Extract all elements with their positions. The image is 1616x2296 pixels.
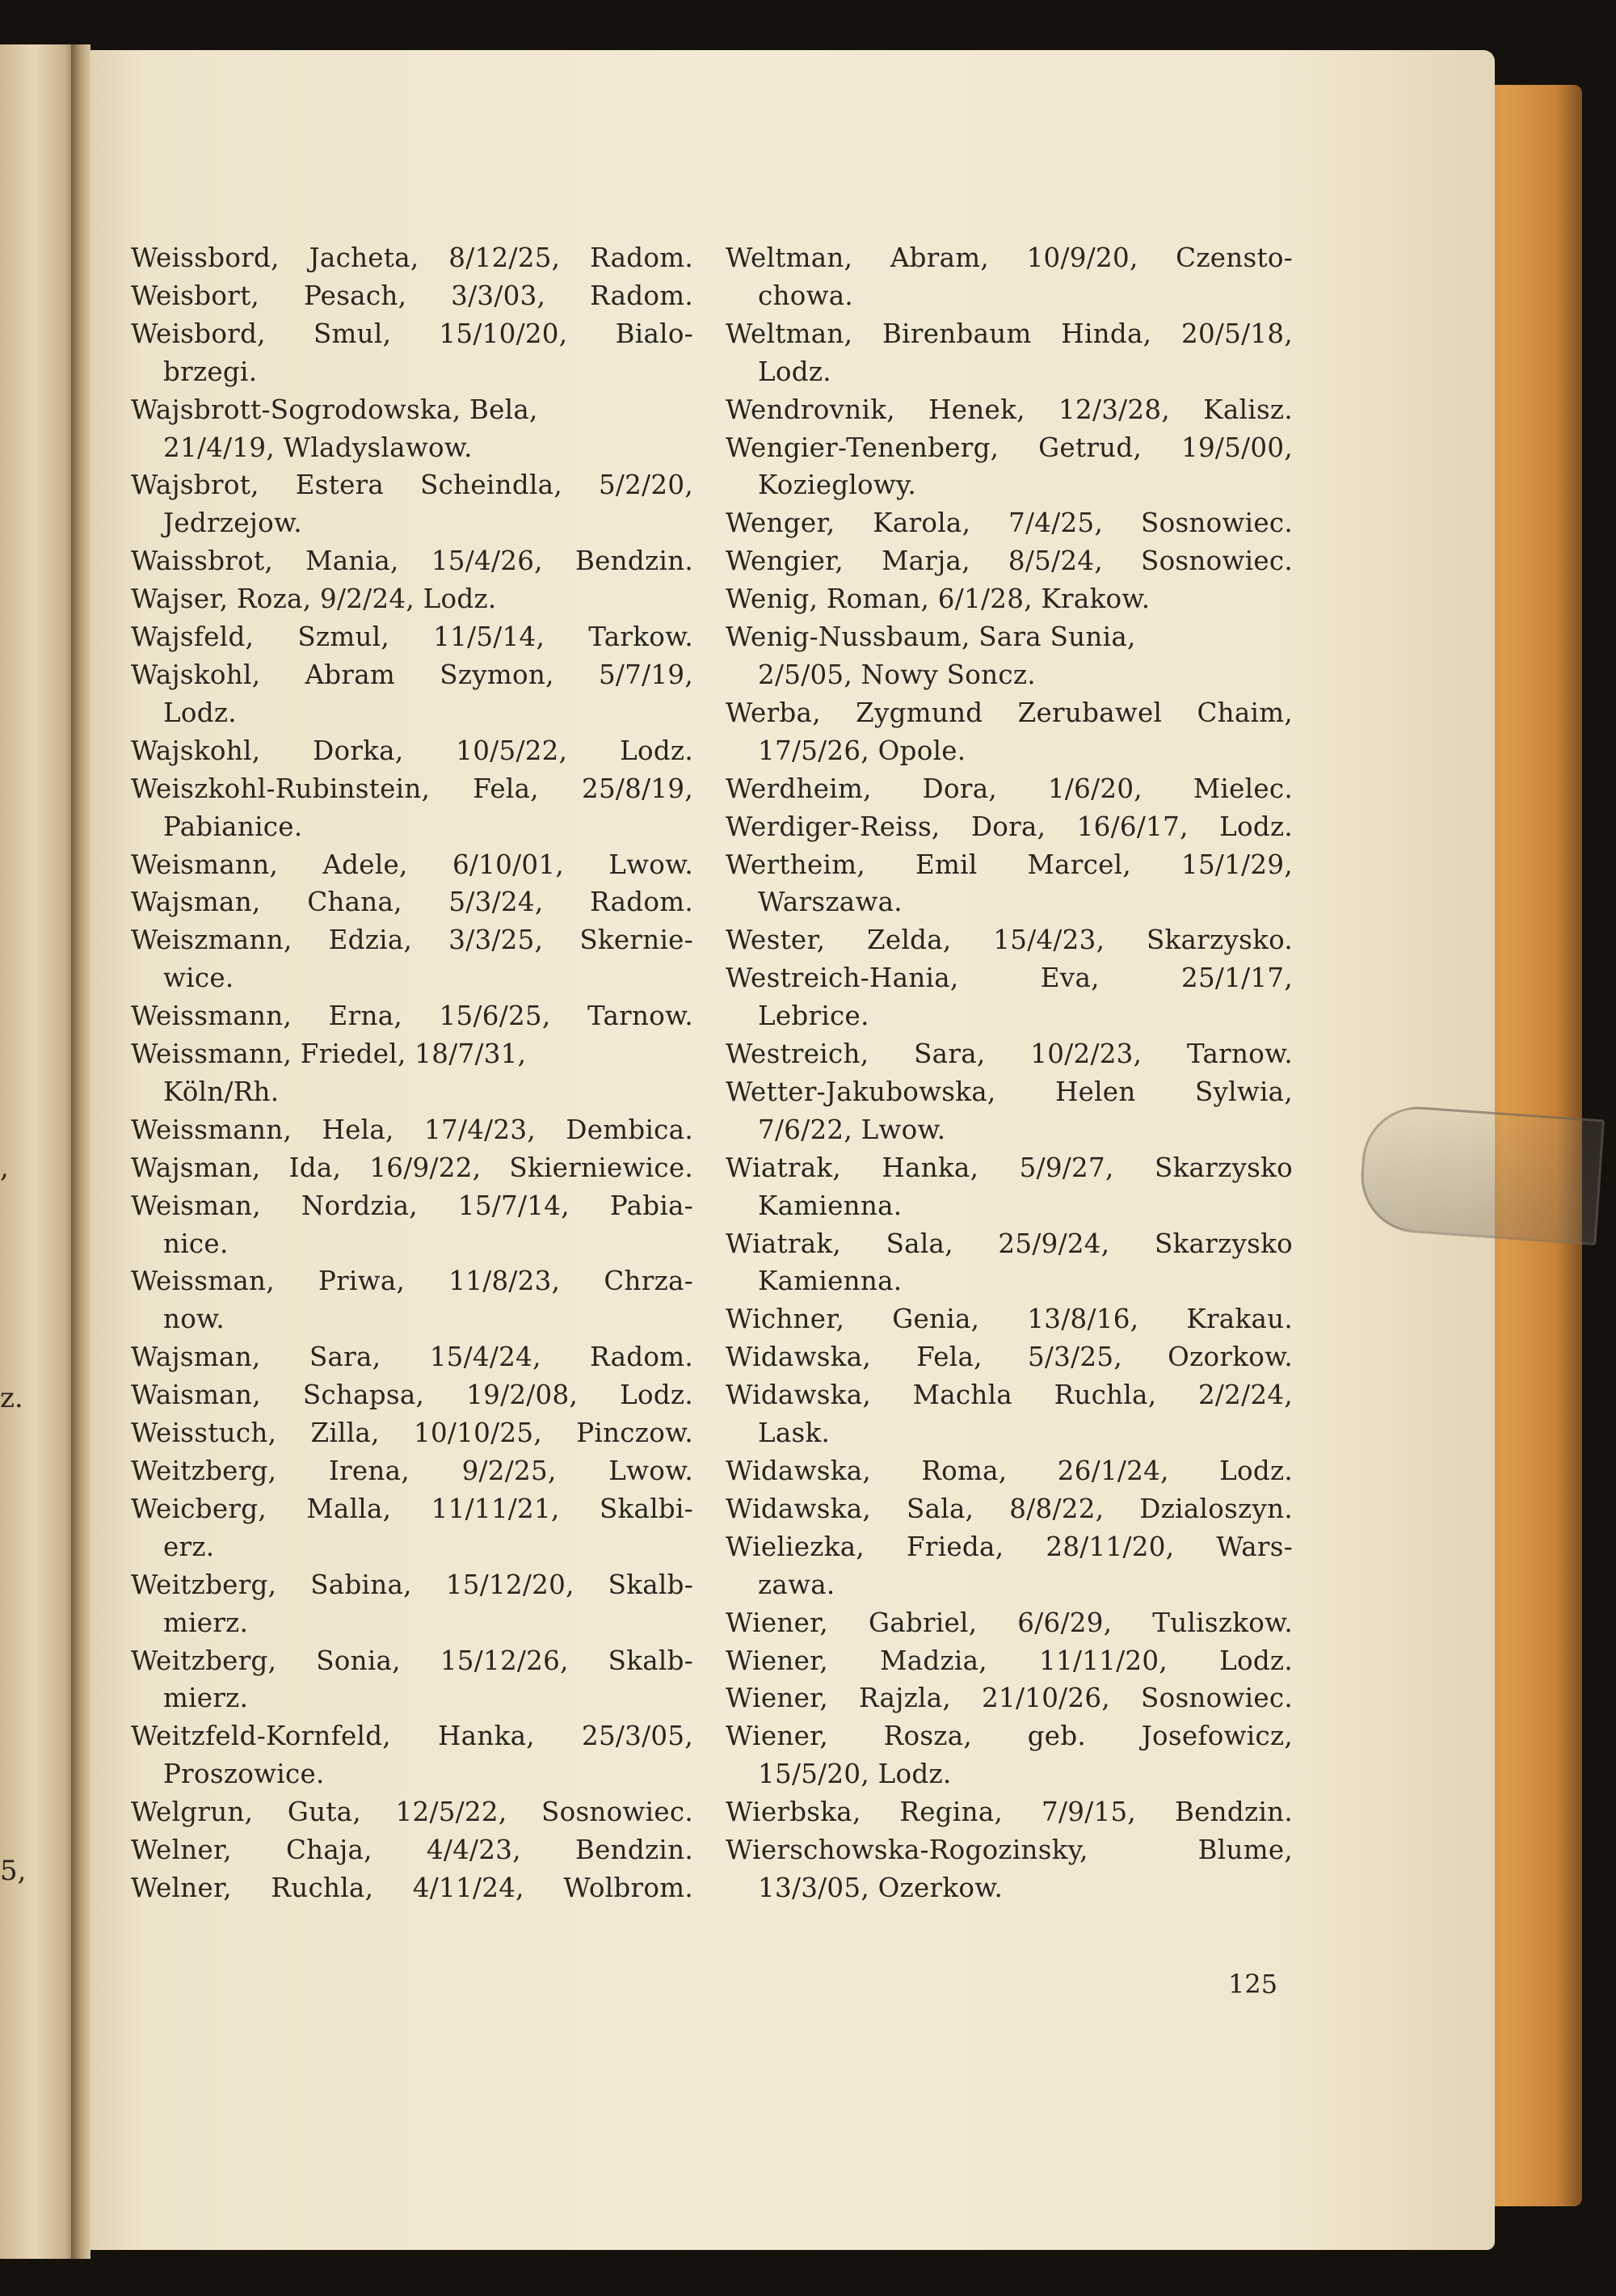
entry-line: Wiener, Madzia, 11/11/20, Lodz. — [726, 1645, 1293, 1676]
entry-line: Westreich-Hania, Eva, 25/1/17, — [726, 963, 1293, 994]
name-entry — [726, 1338, 1293, 1376]
entry-line: Weiszkohl-Rubinstein, Fela, 25/8/19, — [131, 773, 693, 804]
left-name-column — [131, 239, 693, 1907]
entry-line: Weissbord, Jacheta, 8/12/25, Radom. — [131, 242, 693, 273]
name-entry — [131, 1642, 693, 1718]
name-entry — [131, 1035, 693, 1111]
name-entry — [131, 315, 693, 391]
right-name-column — [726, 239, 1293, 1907]
name-entry — [131, 1793, 693, 1831]
entry-line: Welner, Ruchla, 4/11/24, Wolbrom. — [131, 1872, 693, 1903]
entry-line: Weiszmann, Edzia, 3/3/25, Skernie- — [131, 925, 693, 956]
name-entry — [726, 770, 1293, 808]
left-margin-mark: z. — [0, 1382, 23, 1414]
entry-line: Wajsbrot, Estera Scheindla, 5/2/20, — [131, 470, 693, 501]
name-entry — [131, 732, 693, 770]
entry-continuation-line: 21/4/19, Wladyslawow. — [163, 432, 473, 463]
entry-line: Wajsfeld, Szmul, 11/5/14, Tarkow. — [131, 621, 693, 653]
entry-continuation-line: Lodz. — [163, 697, 237, 728]
name-entry — [131, 1869, 693, 1907]
name-entry — [726, 1376, 1293, 1452]
entry-continuation-line: chowa. — [758, 280, 854, 311]
name-entry — [131, 466, 693, 542]
entry-line: Wiener, Rajzla, 21/10/26, Sosnowiec. — [726, 1683, 1293, 1714]
entry-continuation-line: brzegi. — [163, 356, 258, 387]
entry-line: Werdiger-Reiss, Dora, 16/6/17, Lodz. — [726, 811, 1293, 842]
entry-line: Wajskohl, Dorka, 10/5/22, Lodz. — [131, 735, 693, 766]
entry-line: Weissman, Priwa, 11/8/23, Chrza- — [131, 1266, 693, 1297]
entry-line: Widawska, Roma, 26/1/24, Lodz. — [726, 1456, 1293, 1486]
name-entry — [726, 1679, 1293, 1717]
name-entry — [726, 429, 1293, 505]
name-entry — [131, 1452, 693, 1490]
name-entry — [131, 1490, 693, 1566]
name-entry — [131, 618, 693, 656]
name-entry — [726, 580, 1293, 618]
entry-line: Weisbort, Pesach, 3/3/03, Radom. — [131, 280, 693, 311]
name-entry — [131, 277, 693, 315]
name-entry — [726, 1035, 1293, 1073]
name-entry — [131, 391, 693, 467]
name-entry — [131, 1338, 693, 1376]
name-entry — [726, 504, 1293, 542]
entry-continuation-line: 15/5/20, Lodz. — [758, 1759, 952, 1790]
name-entry — [131, 846, 693, 884]
name-entry — [726, 618, 1293, 694]
entry-line: Weitzberg, Sabina, 15/12/20, Skalb- — [131, 1569, 693, 1600]
entry-line: Wiatrak, Hanka, 5/9/27, Skarzysko — [726, 1152, 1293, 1183]
name-entry — [131, 921, 693, 997]
name-entry — [726, 1831, 1293, 1907]
entry-continuation-line: 7/6/22, Lwow. — [758, 1114, 946, 1145]
entry-line: Wajsbrott-Sogrodowska, Bela, — [131, 394, 538, 425]
entry-line: Wierbska, Regina, 7/9/15, Bendzin. — [726, 1797, 1293, 1828]
name-entry — [131, 1149, 693, 1187]
left-margin-mark: 5, — [0, 1855, 27, 1887]
entry-line: Wenig-Nussbaum, Sara Sunia, — [726, 621, 1136, 653]
name-entry — [726, 1604, 1293, 1642]
name-entry — [131, 542, 693, 580]
entry-line: Weisbord, Smul, 15/10/20, Bialo- — [131, 318, 693, 349]
entry-line: Wenig, Roman, 6/1/28, Krakow. — [726, 583, 1151, 615]
entry-line: Weissmann, Erna, 15/6/25, Tarnow. — [131, 1001, 693, 1032]
name-entry — [131, 1111, 693, 1149]
entry-line: Weitzberg, Irena, 9/2/25, Lwow. — [131, 1456, 693, 1486]
entry-line: Westreich, Sara, 10/2/23, Tarnow. — [726, 1038, 1293, 1070]
name-entry — [726, 1073, 1293, 1149]
entry-continuation-line: erz. — [163, 1531, 215, 1562]
entry-continuation-line: Kamienna. — [758, 1190, 903, 1221]
entry-continuation-line: mierz. — [163, 1607, 249, 1638]
entry-line: Waisman, Schapsa, 19/2/08, Lodz. — [131, 1380, 693, 1411]
entry-line: Wajser, Roza, 9/2/24, Lodz. — [131, 583, 497, 615]
name-entry — [131, 770, 693, 846]
entry-line: Wiatrak, Sala, 25/9/24, Skarzysko — [726, 1228, 1293, 1259]
entry-line: Wenger, Karola, 7/4/25, Sosnowiec. — [726, 508, 1293, 539]
name-entry — [131, 1376, 693, 1414]
entry-line: Wertheim, Emil Marcel, 15/1/29, — [726, 849, 1293, 880]
entry-continuation-line: Kozieglowy. — [758, 470, 916, 501]
name-entry — [131, 883, 693, 921]
entry-continuation-line: Kamienna. — [758, 1266, 903, 1297]
entry-line: Weissmann, Friedel, 18/7/31, — [131, 1038, 527, 1070]
name-entry — [726, 542, 1293, 580]
entry-line: Weitzberg, Sonia, 15/12/26, Skalb- — [131, 1645, 693, 1676]
name-entry — [726, 391, 1293, 429]
entry-line: Weltman, Abram, 10/9/20, Czensto- — [726, 242, 1293, 273]
name-entry — [726, 1717, 1293, 1793]
name-entry — [726, 315, 1293, 391]
name-entry — [131, 1831, 693, 1869]
entry-continuation-line: Lebrice. — [758, 1001, 869, 1032]
entry-continuation-line: Köln/Rh. — [163, 1076, 280, 1107]
entry-continuation-line: now. — [163, 1304, 225, 1335]
name-entry — [726, 921, 1293, 959]
entry-line: Widawska, Fela, 5/3/25, Ozorkow. — [726, 1342, 1293, 1373]
entry-line: Werba, Zygmund Zerubawel Chaim, — [726, 697, 1293, 728]
entry-line: Wendrovnik, Henek, 12/3/28, Kalisz. — [726, 394, 1293, 425]
name-entry — [726, 1149, 1293, 1225]
entry-line: Wajskohl, Abram Szymon, 5/7/19, — [131, 659, 693, 690]
name-entry — [131, 580, 693, 618]
entry-continuation-line: 13/3/05, Ozerkow. — [758, 1872, 1004, 1903]
entry-line: Welgrun, Guta, 12/5/22, Sosnowiec. — [131, 1797, 693, 1828]
left-margin-mark: , — [0, 1152, 9, 1184]
name-entry — [726, 1528, 1293, 1604]
entry-continuation-line: Pabianice. — [163, 811, 303, 842]
entry-line: Welner, Chaja, 4/4/23, Bendzin. — [131, 1835, 693, 1866]
name-entry — [726, 846, 1293, 922]
left-page-edge — [0, 44, 77, 2259]
transparent-clip — [1357, 1103, 1605, 1245]
entry-line: Wierschowska-Rogozinsky, Blume, — [726, 1835, 1293, 1866]
entry-continuation-line: Lask. — [758, 1418, 831, 1449]
entry-line: Weisman, Nordzia, 15/7/14, Pabia- — [131, 1190, 693, 1221]
name-entry — [131, 656, 693, 732]
name-entry — [726, 239, 1293, 315]
entry-line: Wajsman, Ida, 16/9/22, Skierniewice. — [131, 1152, 693, 1183]
entry-line: Wajsman, Chana, 5/3/24, Radom. — [131, 887, 693, 918]
entry-line: Weicberg, Malla, 11/11/21, Skalbi- — [131, 1493, 693, 1524]
name-entry — [726, 1225, 1293, 1301]
book-gutter — [71, 44, 90, 2259]
name-entry — [726, 1452, 1293, 1490]
entry-line: Wieliezka, Frieda, 28/11/20, Wars- — [726, 1531, 1293, 1562]
name-entry — [726, 1642, 1293, 1680]
entry-line: Wetter-Jakubowska, Helen Sylwia, — [726, 1076, 1293, 1107]
entry-line: Wengier-Tenenberg, Getrud, 19/5/00, — [726, 432, 1293, 463]
entry-line: Widawska, Machla Ruchla, 2/2/24, — [726, 1380, 1293, 1411]
name-entry — [131, 1262, 693, 1338]
entry-line: Waissbrot, Mania, 15/4/26, Bendzin. — [131, 546, 693, 577]
entry-line: Weissmann, Hela, 17/4/23, Dembica. — [131, 1114, 693, 1145]
entry-line: Widawska, Sala, 8/8/22, Dzialoszyn. — [726, 1493, 1293, 1524]
entry-continuation-line: Jedrzejow. — [163, 508, 302, 539]
entry-line: Weltman, Birenbaum Hinda, 20/5/18, — [726, 318, 1293, 349]
name-entry — [726, 1490, 1293, 1528]
entry-continuation-line: zawa. — [758, 1569, 835, 1600]
name-entry — [131, 239, 693, 277]
entry-continuation-line: Warszawa. — [758, 887, 903, 918]
name-entry — [726, 694, 1293, 770]
entry-line: Wester, Zelda, 15/4/23, Skarzysko. — [726, 925, 1293, 956]
entry-line: Weisstuch, Zilla, 10/10/25, Pinczow. — [131, 1418, 693, 1449]
entry-line: Wiener, Gabriel, 6/6/29, Tuliszkow. — [726, 1607, 1293, 1638]
entry-continuation-line: 17/5/26, Opole. — [758, 735, 966, 766]
entry-line: Wajsman, Sara, 15/4/24, Radom. — [131, 1342, 693, 1373]
entry-continuation-line: nice. — [163, 1228, 229, 1259]
name-entry — [131, 997, 693, 1035]
entry-continuation-line: wice. — [163, 963, 234, 994]
entry-line: Wiener, Rosza, geb. Josefowicz, — [726, 1721, 1293, 1752]
entry-continuation-line: Proszowice. — [163, 1759, 325, 1790]
name-entry — [131, 1187, 693, 1263]
name-entry — [726, 1300, 1293, 1338]
entry-continuation-line: mierz. — [163, 1683, 249, 1714]
name-entry — [726, 959, 1293, 1035]
entry-line: Weismann, Adele, 6/10/01, Lwow. — [131, 849, 693, 880]
entry-line: Werdheim, Dora, 1/6/20, Mielec. — [726, 773, 1293, 804]
entry-continuation-line: Lodz. — [758, 356, 831, 387]
entry-continuation-line: 2/5/05, Nowy Soncz. — [758, 659, 1036, 690]
entry-line: Weitzfeld-Kornfeld, Hanka, 25/3/05, — [131, 1721, 693, 1752]
name-entry — [131, 1717, 693, 1793]
entry-line: Wengier, Marja, 8/5/24, Sosnowiec. — [726, 546, 1293, 577]
name-entry — [131, 1566, 693, 1642]
name-entry — [726, 1793, 1293, 1831]
name-entry — [726, 808, 1293, 846]
entry-line: Wichner, Genia, 13/8/16, Krakau. — [726, 1304, 1293, 1335]
page-number: 125 — [1228, 1969, 1278, 1999]
name-entry — [131, 1414, 693, 1452]
